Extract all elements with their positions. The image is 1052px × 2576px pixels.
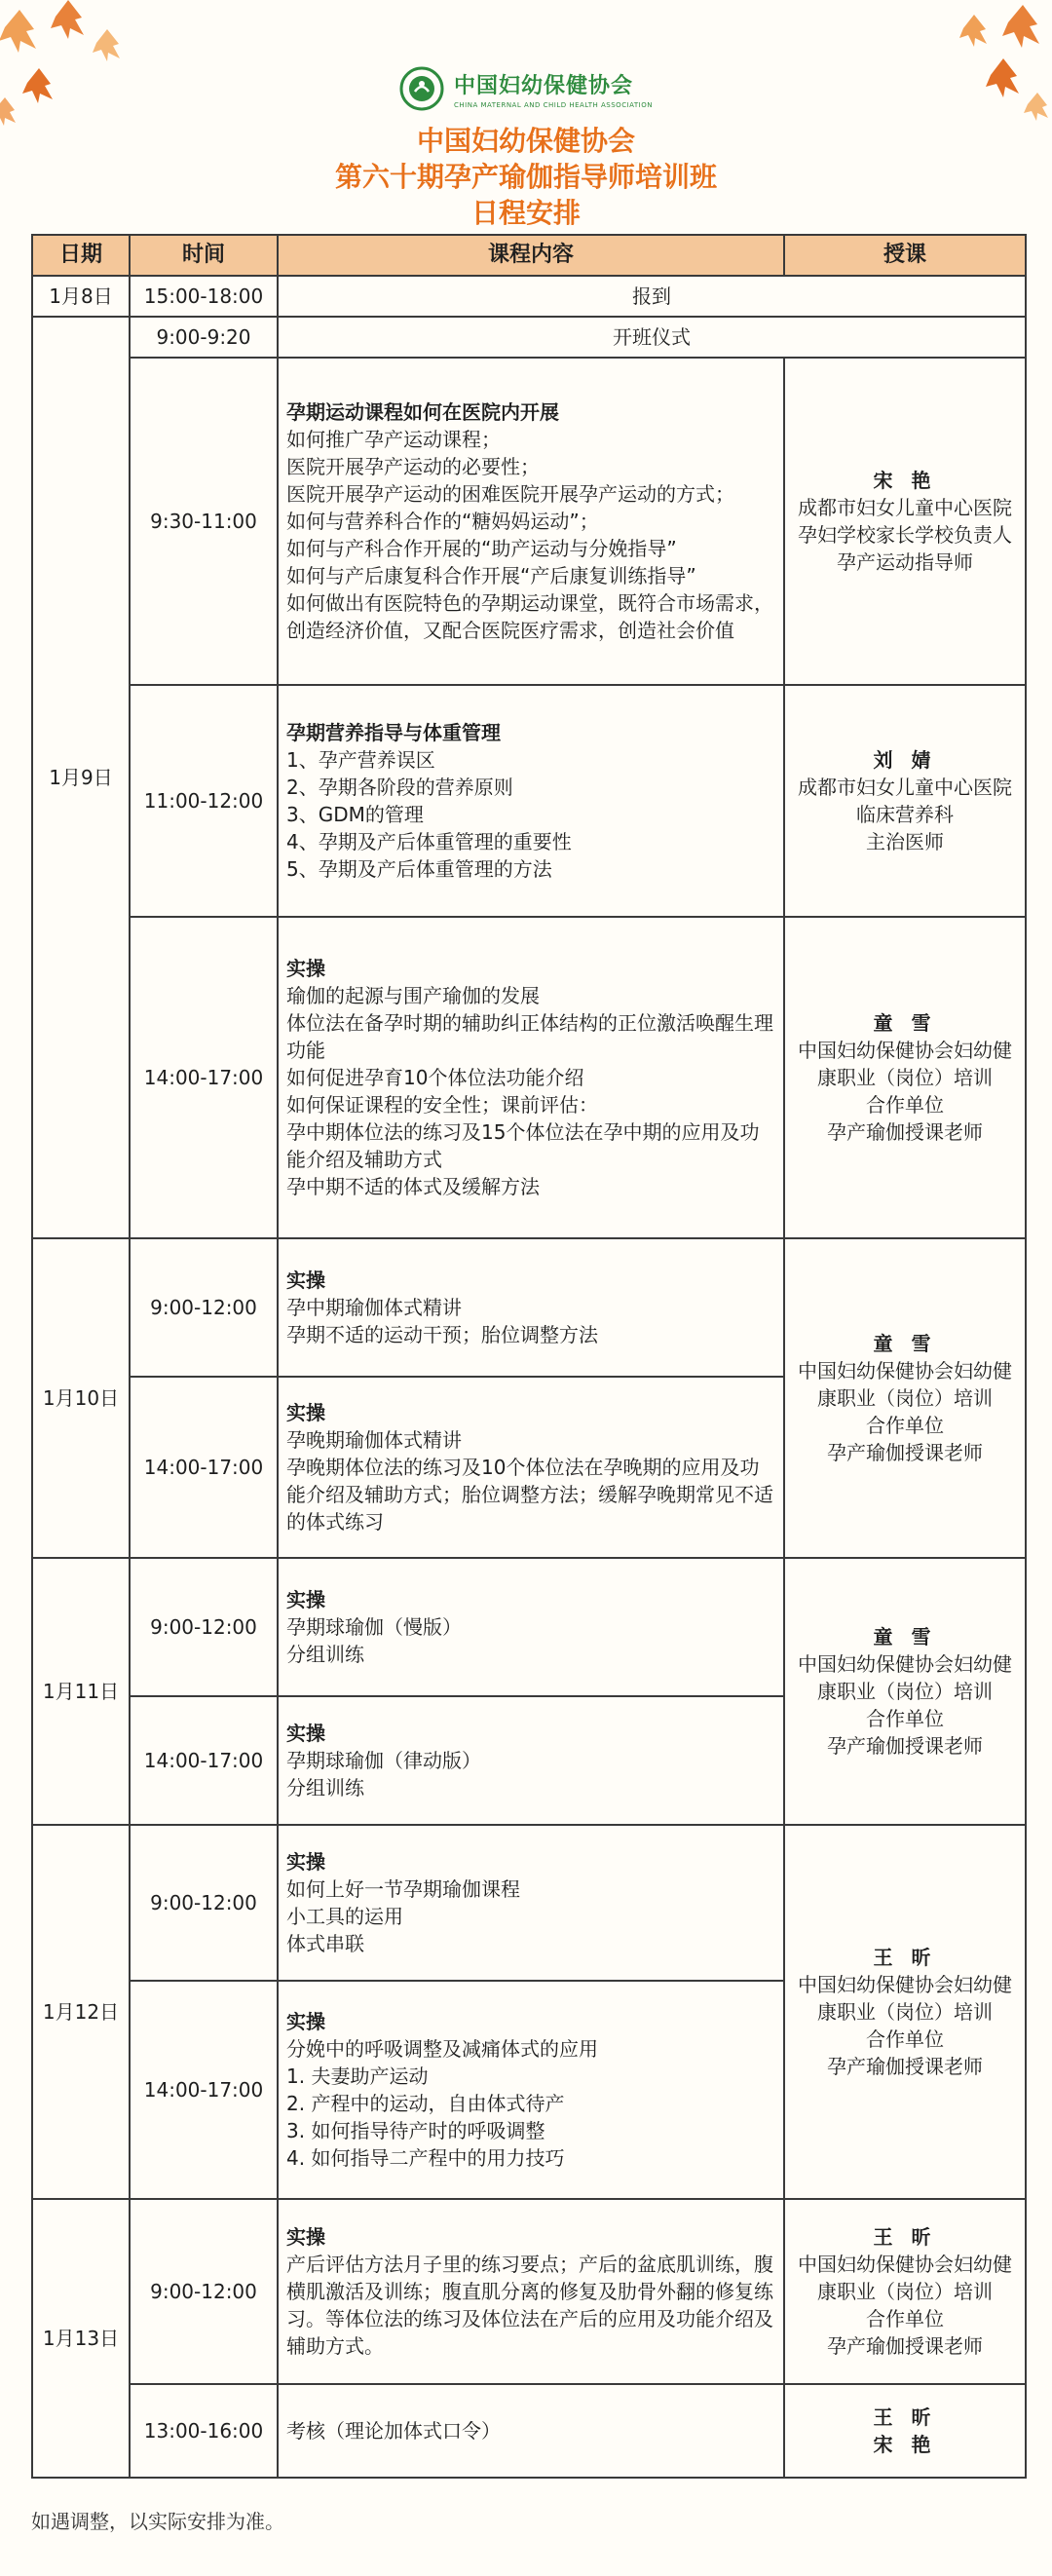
teacher-name: 王 昕 bbox=[873, 2225, 937, 2249]
teacher-name: 童 雪 bbox=[873, 1625, 937, 1648]
header-time: 时间 bbox=[130, 235, 278, 276]
content-cell bbox=[278, 1238, 784, 1377]
session-line: 孕晚期体位法的练习及10个体位法在孕晚期的应用及功能介绍及辅助方式；胎位调整方法；缓解孕晚期常见不适的体式练习 bbox=[286, 1456, 773, 1534]
content-cell bbox=[278, 1377, 784, 1558]
session-line: 如何做出有医院特色的孕期运动课堂，既符合市场需求，创造经济价值，又配合医院医疗需求，创造社会价值 bbox=[286, 591, 773, 642]
time-cell: 14:00-17:00 bbox=[130, 917, 278, 1238]
teacher-title: 孕产瑜伽授课老师 bbox=[827, 2055, 983, 2078]
schedule-table bbox=[31, 234, 1027, 2479]
session-line: 小工具的运用 bbox=[286, 1905, 403, 1928]
date-cell: 1月10日 bbox=[32, 1238, 130, 1558]
content-cell bbox=[278, 2199, 784, 2384]
teacher-title: 合作单位 bbox=[866, 1707, 944, 1730]
title-schedule: 日程安排 bbox=[470, 197, 581, 229]
content-cell bbox=[278, 358, 784, 685]
session-title: 实操 bbox=[286, 957, 325, 980]
teacher-title: 主治医师 bbox=[866, 830, 944, 853]
content-cell bbox=[278, 1558, 784, 1696]
teacher-cell bbox=[784, 685, 1026, 917]
session-line: 2. 产程中的运动，自由体式待产 bbox=[286, 2092, 565, 2115]
teacher-cell bbox=[784, 1825, 1026, 2199]
session-line: 孕中期体位法的练习及15个体位法在孕中期的应用及功能介绍及辅助方式 bbox=[286, 1120, 760, 1171]
title-organizer: 中国妇幼保健协会 bbox=[416, 125, 635, 157]
table-row bbox=[32, 276, 1026, 317]
teacher-cell bbox=[784, 1558, 1026, 1825]
teacher-cell bbox=[784, 1238, 1026, 1558]
teacher-title: 中国妇幼保健协会妇幼健康职业（岗位）培训 bbox=[798, 1652, 1012, 1703]
logo-chinese-name: 中国妇幼保健协会 bbox=[454, 73, 634, 98]
teacher-cell bbox=[784, 917, 1026, 1238]
teacher-title: 孕产瑜伽授课老师 bbox=[827, 1441, 983, 1464]
table-row bbox=[32, 1825, 1026, 1981]
header-content: 课程内容 bbox=[278, 235, 784, 276]
teacher-title: 中国妇幼保健协会妇幼健康职业（岗位）培训 bbox=[798, 2253, 1012, 2303]
date-cell: 1月8日 bbox=[32, 276, 130, 317]
session-line: 体式串联 bbox=[286, 1932, 364, 1955]
teacher-cell bbox=[784, 2384, 1026, 2478]
table-row bbox=[32, 917, 1026, 1238]
teacher-name: 童 雪 bbox=[873, 1011, 937, 1035]
session-title: 实操 bbox=[286, 1850, 325, 1874]
table-row bbox=[32, 685, 1026, 917]
session-line: 体位法在备孕时期的辅助纠正体结构的正位激活唤醒生理功能 bbox=[286, 1011, 773, 1062]
table-row bbox=[32, 1238, 1026, 1377]
session-title: 实操 bbox=[286, 1588, 325, 1611]
session-line: 孕晚期瑜伽体式精讲 bbox=[286, 1428, 462, 1452]
session-line: 2、孕期各阶段的营养原则 bbox=[286, 776, 513, 799]
teacher-title: 孕产瑜伽授课老师 bbox=[827, 1734, 983, 1758]
logo-english-name: CHINA MATERNAL AND CHILD HEALTH ASSOCIATION bbox=[454, 100, 653, 109]
page-header bbox=[0, 66, 1052, 231]
table-row bbox=[32, 2384, 1026, 2478]
teacher-title: 合作单位 bbox=[866, 1093, 944, 1117]
date-cell: 1月9日 bbox=[32, 317, 130, 1238]
teacher-title: 中国妇幼保健协会妇幼健康职业（岗位）培训 bbox=[798, 1039, 1012, 1089]
teacher-name: 宋 艳 bbox=[873, 469, 937, 492]
teacher-title: 中国妇幼保健协会妇幼健康职业（岗位）培训 bbox=[798, 1359, 1012, 1410]
teacher-name: 宋 艳 bbox=[873, 2433, 937, 2456]
session-title: 实操 bbox=[286, 1722, 325, 1745]
teacher-cell bbox=[784, 358, 1026, 685]
teacher-title: 中国妇幼保健协会妇幼健康职业（岗位）培训 bbox=[798, 1973, 1012, 2024]
session-line: 1. 夫妻助产运动 bbox=[286, 2065, 429, 2088]
session-title: 实操 bbox=[286, 2225, 325, 2249]
teacher-name: 王 昕 bbox=[873, 1946, 937, 1969]
time-cell: 9:30-11:00 bbox=[130, 358, 278, 685]
session-title: 实操 bbox=[286, 1269, 325, 1292]
content-cell bbox=[278, 1825, 784, 1981]
table-row bbox=[32, 317, 1026, 358]
session-line: 孕期球瑜伽（慢版） bbox=[286, 1615, 462, 1639]
time-cell: 9:00-12:00 bbox=[130, 2199, 278, 2384]
session-line: 如何与产后康复科合作开展“产后康复训练指导” bbox=[286, 564, 696, 587]
session-title: 孕期运动课程如何在医院内开展 bbox=[286, 400, 559, 424]
session-line: 瑜伽的起源与围产瑜伽的发展 bbox=[286, 984, 540, 1007]
association-emblem-icon bbox=[399, 66, 444, 111]
teacher-title: 成都市妇女儿童中心医院孕妇学校家长学校负责人 bbox=[798, 496, 1012, 547]
header-date: 日期 bbox=[32, 235, 130, 276]
time-cell: 14:00-17:00 bbox=[130, 1696, 278, 1825]
teacher-title: 合作单位 bbox=[866, 2307, 944, 2330]
session-line: 医院开展孕产运动的必要性； bbox=[286, 455, 540, 478]
time-cell: 13:00-16:00 bbox=[130, 2384, 278, 2478]
table-row bbox=[32, 358, 1026, 685]
time-cell: 9:00-9:20 bbox=[130, 317, 278, 358]
content-cell bbox=[278, 685, 784, 917]
session-line: 如何推广孕产运动课程； bbox=[286, 428, 501, 451]
session-title: 实操 bbox=[286, 2010, 325, 2033]
session-line: 3、GDM的管理 bbox=[286, 803, 424, 826]
table-row bbox=[32, 2199, 1026, 2384]
session-line: 孕期不适的运动干预；胎位调整方法 bbox=[286, 1323, 598, 1346]
time-cell: 14:00-17:00 bbox=[130, 1377, 278, 1558]
session-line: 孕中期瑜伽体式精讲 bbox=[286, 1296, 462, 1319]
teacher-title: 孕产瑜伽授课老师 bbox=[827, 2334, 983, 2358]
table-header-row bbox=[32, 235, 1026, 276]
header-teacher: 授课 bbox=[784, 235, 1026, 276]
date-cell: 1月11日 bbox=[32, 1558, 130, 1825]
association-logo bbox=[0, 66, 1052, 111]
session-line: 5、孕期及产后体重管理的方法 bbox=[286, 857, 552, 881]
teacher-name: 童 雪 bbox=[873, 1332, 937, 1355]
session-line: 分组训练 bbox=[286, 1643, 364, 1666]
time-cell: 9:00-12:00 bbox=[130, 1238, 278, 1377]
session-title: 实操 bbox=[286, 1401, 325, 1424]
table-row bbox=[32, 1558, 1026, 1696]
session-line: 分组训练 bbox=[286, 1776, 364, 1799]
session-line: 4、孕期及产后体重管理的重要性 bbox=[286, 830, 572, 853]
content-cell bbox=[278, 917, 784, 1238]
session-line: 孕期球瑜伽（律动版） bbox=[286, 1749, 481, 1772]
date-cell: 1月12日 bbox=[32, 1825, 130, 2199]
teacher-name: 刘 婧 bbox=[873, 748, 937, 772]
session-line: 如何促进孕育10个体位法功能介绍 bbox=[286, 1066, 584, 1089]
session-line: 如何与营养科合作的“糖妈妈运动”； bbox=[286, 510, 599, 533]
teacher-title: 孕产瑜伽授课老师 bbox=[827, 1120, 983, 1144]
teacher-title: 合作单位 bbox=[866, 2027, 944, 2051]
content-cell bbox=[278, 1696, 784, 1825]
session-title: 孕期营养指导与体重管理 bbox=[286, 721, 501, 744]
date-cell: 1月13日 bbox=[32, 2199, 130, 2478]
content-cell bbox=[278, 1981, 784, 2199]
session-line: 孕中期不适的体式及缓解方法 bbox=[286, 1175, 540, 1198]
time-cell: 14:00-17:00 bbox=[130, 1981, 278, 2199]
title-course: 第六十期孕产瑜伽指导师培训班 bbox=[334, 161, 717, 193]
time-cell: 9:00-12:00 bbox=[130, 1825, 278, 1981]
session-line: 如何上好一节孕期瑜伽课程 bbox=[286, 1877, 520, 1901]
session-line: 如何与产科合作开展的“助产运动与分娩指导” bbox=[286, 537, 677, 560]
footnote: 如遇调整，以实际安排为准。 bbox=[31, 2510, 284, 2533]
session-line: 分娩中的呼吸调整及减痛体式的应用 bbox=[286, 2037, 598, 2061]
session-line: 如何保证课程的安全性；课前评估： bbox=[286, 1093, 598, 1117]
teacher-title: 合作单位 bbox=[866, 1414, 944, 1437]
time-cell: 9:00-12:00 bbox=[130, 1558, 278, 1696]
session-line: 1、孕产营养误区 bbox=[286, 748, 435, 772]
teacher-name: 王 昕 bbox=[873, 2406, 937, 2429]
content-cell: 考核（理论加体式口令） bbox=[278, 2384, 784, 2478]
session-line: 3. 如何指导待产时的呼吸调整 bbox=[286, 2119, 545, 2142]
content-cell: 报到 bbox=[278, 276, 1026, 317]
time-cell: 15:00-18:00 bbox=[130, 276, 278, 317]
teacher-title: 孕产运动指导师 bbox=[837, 550, 973, 574]
teacher-title: 成都市妇女儿童中心医院临床营养科 bbox=[798, 776, 1012, 826]
time-cell: 11:00-12:00 bbox=[130, 685, 278, 917]
session-line: 产后评估方法月子里的练习要点；产后的盆底肌训练，腹横肌激活及训练；腹直肌分离的修复及肋骨外翻的修复练习。等体位法的练习及体位法在产后的应用及功能介绍及辅助方式。 bbox=[286, 2253, 773, 2358]
content-cell: 开班仪式 bbox=[278, 317, 1026, 358]
session-line: 医院开展孕产运动的困难医院开展孕产运动的方式； bbox=[286, 482, 734, 506]
session-line: 4. 如何指导二产程中的用力技巧 bbox=[286, 2146, 565, 2170]
teacher-cell bbox=[784, 2199, 1026, 2384]
